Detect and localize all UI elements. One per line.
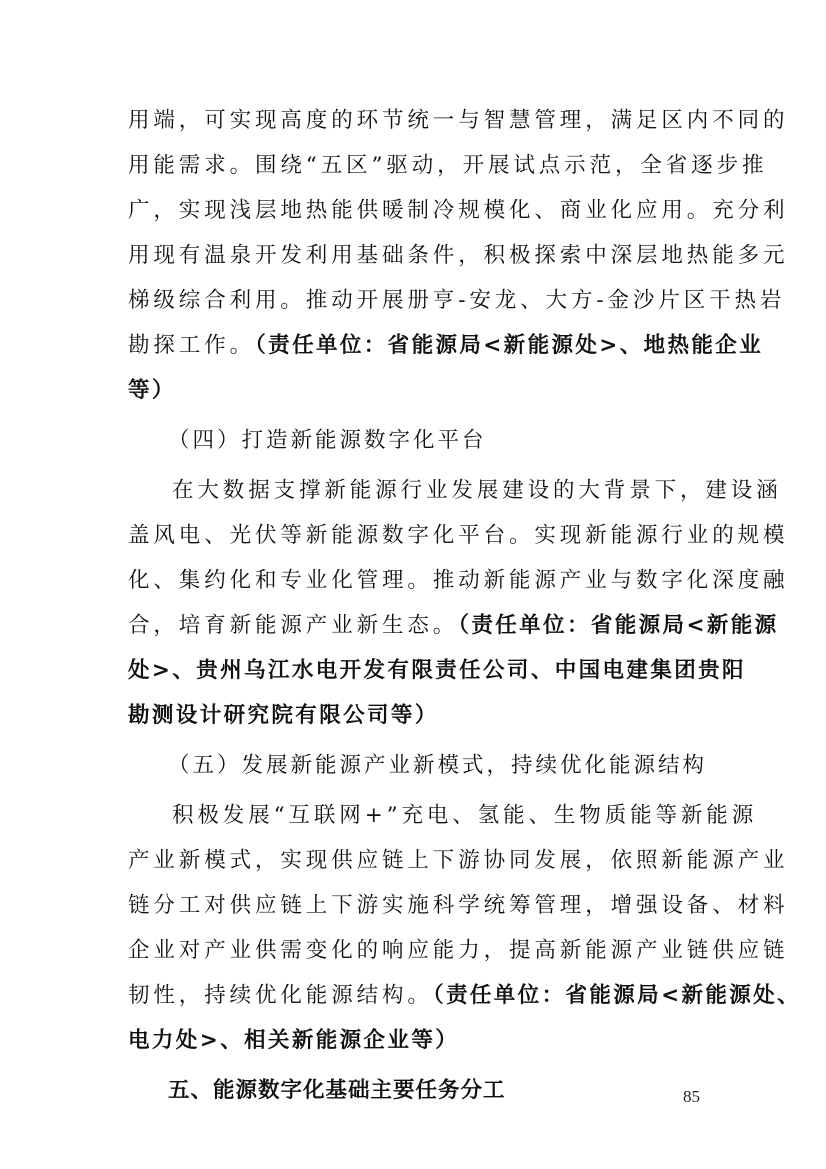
text-line — [128, 973, 801, 1018]
text-line — [128, 603, 779, 648]
text-line — [128, 883, 789, 928]
text-line — [128, 368, 704, 413]
section-heading-5: 五、能源数字化基础主要任务分工 — [168, 1078, 506, 1103]
text: 韧性，持续优化能源结构。 — [128, 983, 433, 1008]
responsible-unit-text: （责任单位：省能源局<新能源 — [458, 613, 779, 638]
text: 积极发展“互联网+”充电、氢能、生物质能等新能源 — [172, 803, 758, 828]
text-line — [128, 793, 758, 838]
responsible-unit-text: 等） — [128, 378, 176, 403]
text: 用能需求。围绕“五区”驱动，开展试点示范，全省逐步推 — [128, 153, 768, 178]
text-line — [128, 513, 789, 558]
text-line — [128, 1018, 704, 1063]
subsection-heading-5: （五）发展新能源产业新模式，持续优化能源结构 — [168, 753, 708, 778]
paragraph-digital-platform — [128, 468, 789, 738]
text-line — [128, 693, 704, 738]
text-line — [128, 323, 764, 368]
text-line — [128, 278, 786, 323]
text: 用现有温泉开发利用基础条件，积极探索中深层地热能多元 — [128, 243, 789, 268]
text: 合，培育新能源产业新生态。 — [128, 613, 459, 638]
responsible-unit-text: 电力处>、相关新能源企业等） — [128, 1028, 460, 1053]
subsection-heading-4: （四）打造新能源数字化平台 — [168, 428, 487, 453]
responsible-unit-text: （责任单位：省能源局<新能源处、 — [432, 983, 801, 1008]
text-line — [128, 233, 789, 278]
page-number: 85 — [683, 1087, 700, 1106]
document-page — [128, 98, 801, 1114]
text: 用端，可实现高度的环节统一与智慧管理，满足区内不同的 — [128, 108, 789, 133]
text: 企业对产业供需变化的响应能力，提高新能源产业链供应链 — [128, 938, 789, 963]
text-line — [128, 928, 789, 973]
text-line — [128, 98, 789, 143]
text-line — [128, 558, 789, 603]
text: 广，实现浅层地热能供暖制冷规模化、商业化应用。充分利 — [128, 198, 789, 223]
text: 化、集约化和专业化管理。推动新能源产业与数字化深度融 — [128, 568, 789, 593]
responsible-unit-text: 勘测设计研究院有限公司等） — [128, 703, 439, 728]
text: 勘探工作。 — [128, 333, 256, 358]
paragraph-new-models — [128, 793, 801, 1063]
responsible-unit-text: 处>、贵州乌江水电开发有限责任公司、中国电建集团贵阳 — [128, 658, 746, 683]
paragraph-geothermal — [128, 98, 789, 413]
text: 梯级综合利用。推动开展册亨-安龙、大方-金沙片区干热岩 — [128, 288, 786, 313]
text: 链分工对供应链上下游实施科学统筹管理，增强设备、材料 — [128, 893, 789, 918]
text-line — [128, 468, 782, 513]
text-line — [128, 838, 789, 883]
text-line — [128, 188, 789, 233]
text: 产业新模式，实现供应链上下游协同发展，依照新能源产业 — [128, 848, 789, 873]
text: 盖风电、光伏等新能源数字化平台。实现新能源行业的规模 — [128, 523, 789, 548]
text: 在大数据支撑新能源行业发展建设的大背景下，建设涵 — [172, 478, 782, 503]
text-line — [128, 143, 768, 188]
responsible-unit-text: （责任单位：省能源局<新能源处>、地热能企业 — [255, 333, 764, 358]
text-line — [128, 648, 746, 693]
